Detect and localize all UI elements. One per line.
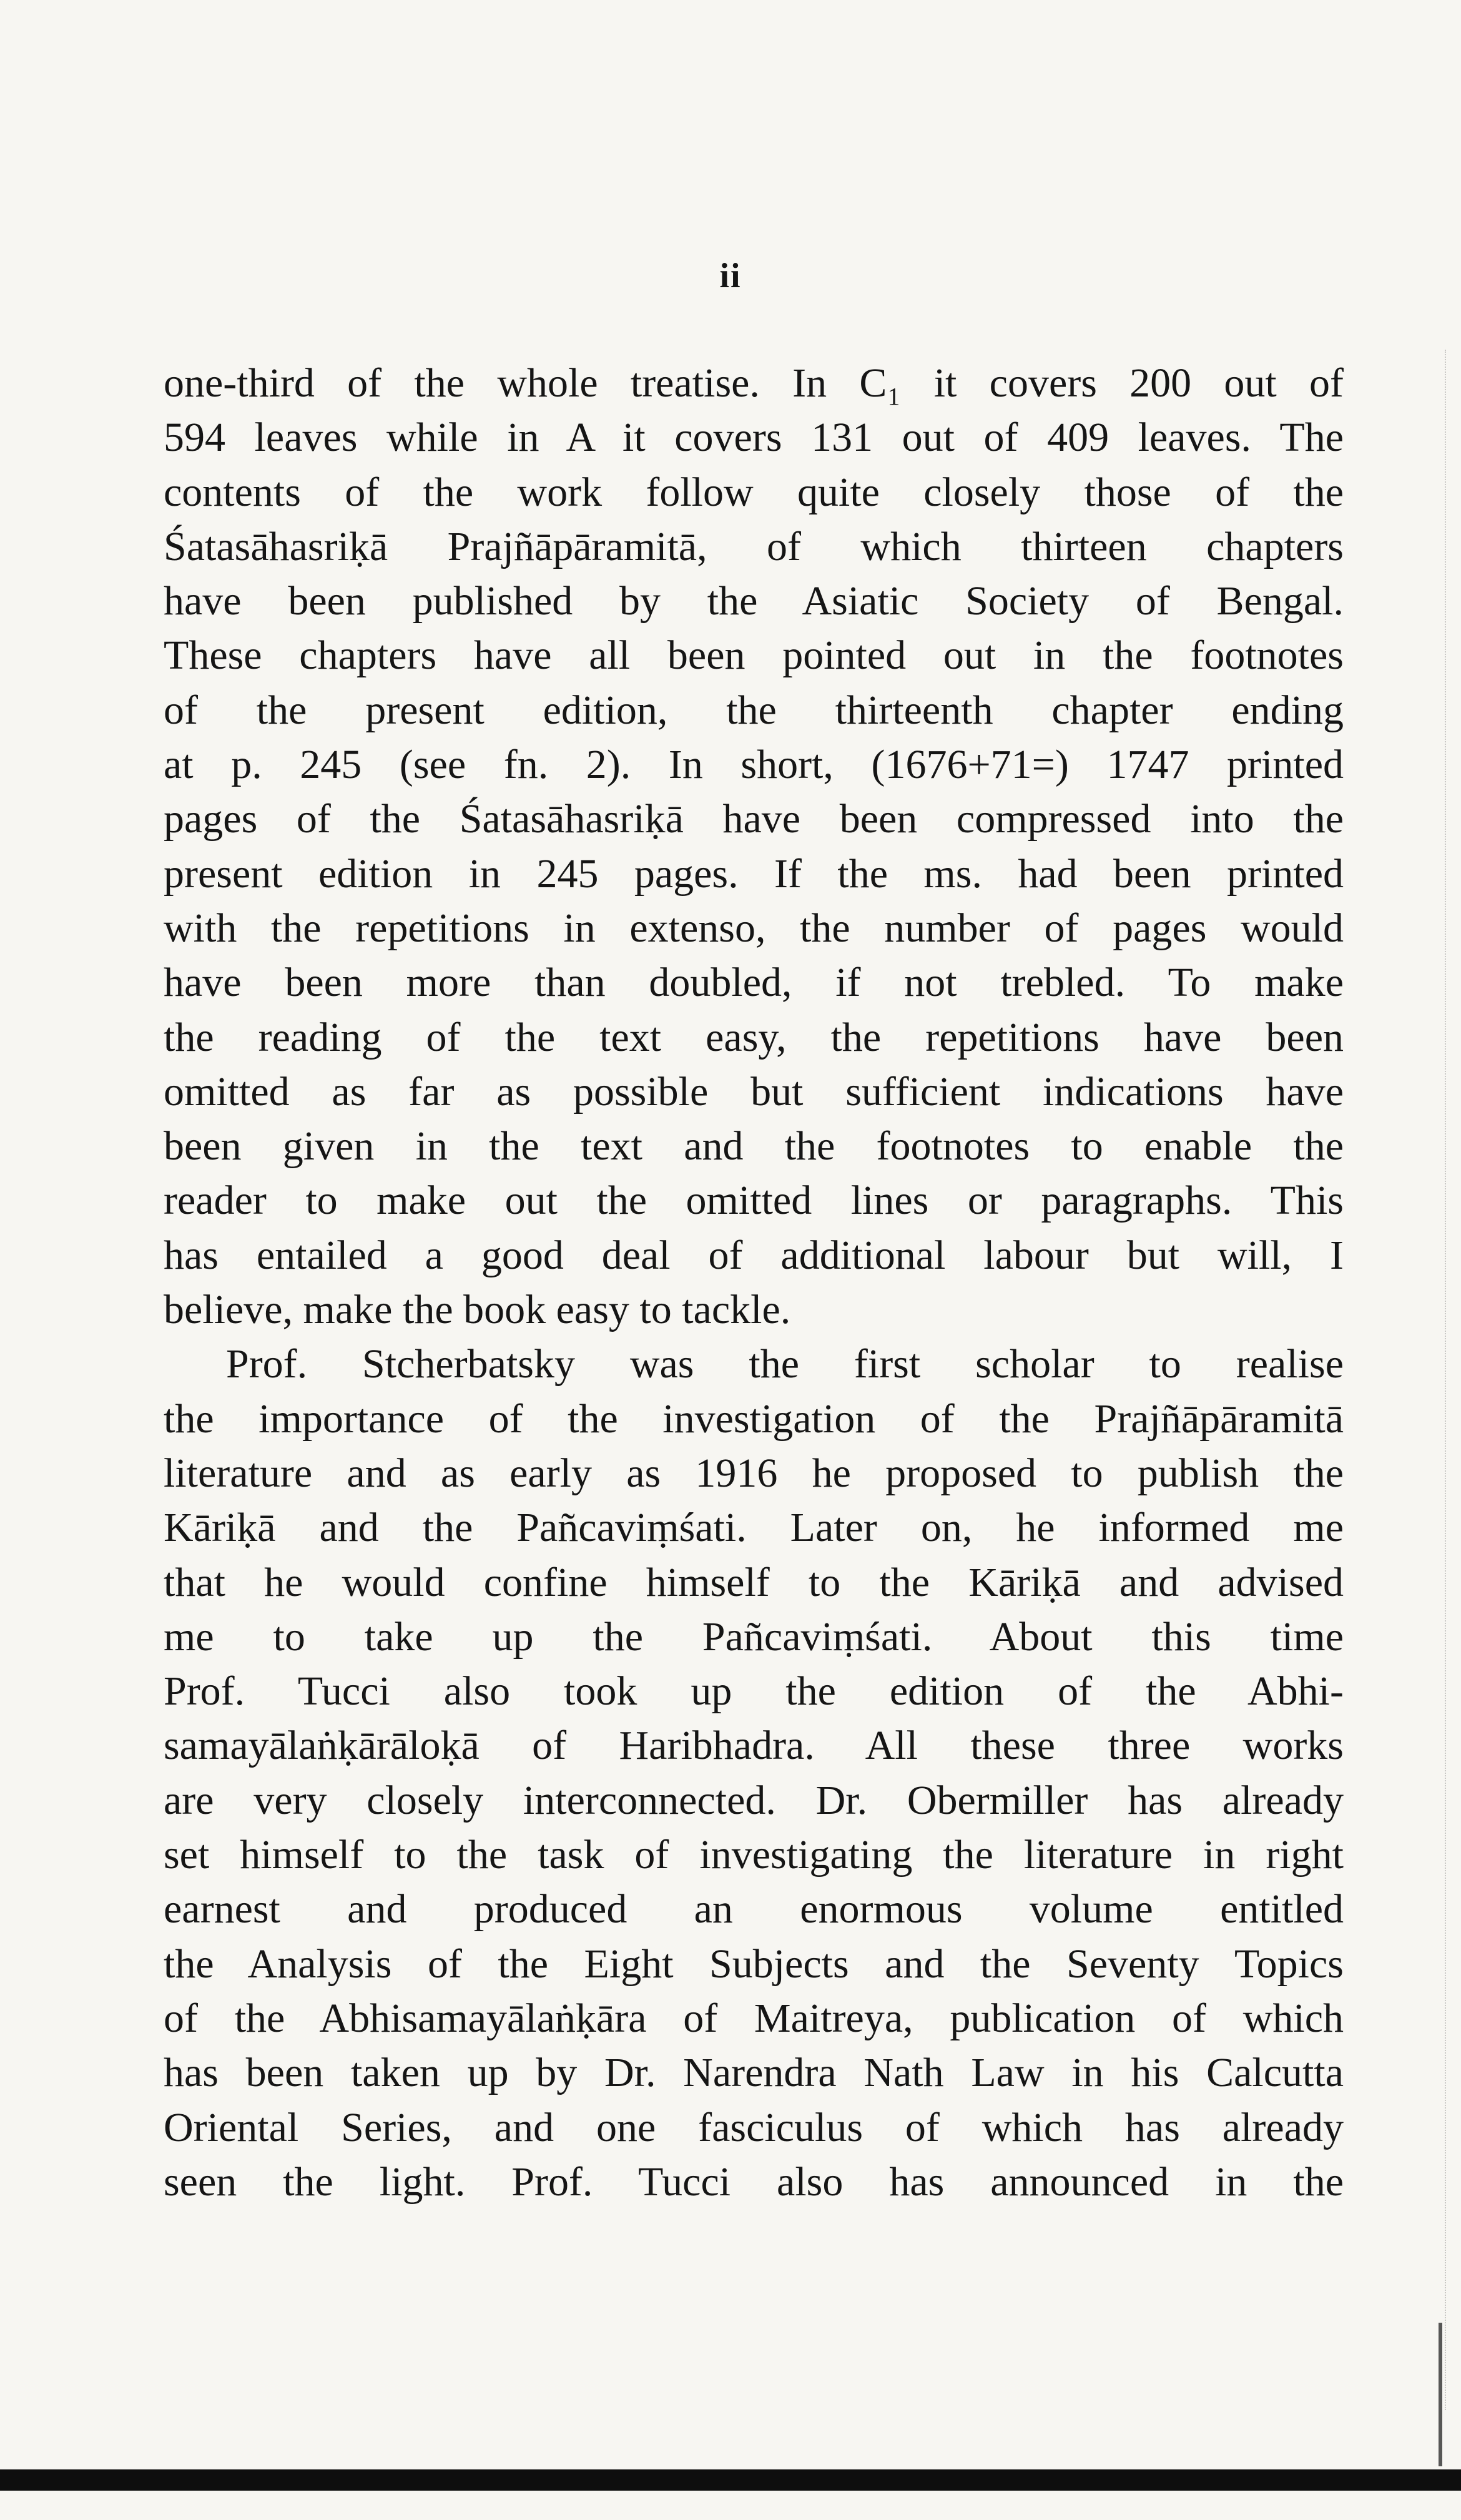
text-line: have been more than doubled, if not trebled. To make: [164, 960, 1344, 1006]
text-line: at p. 245 (see fn. 2). In short, (1676+71=) 1747 printed: [164, 742, 1344, 788]
text-line: set himself to the task of investigating the literature in right: [164, 1832, 1344, 1878]
text-line: of the Abhisamayālaṅḳāra of Maitreya, publication of which: [164, 1995, 1344, 2041]
text-line: Śatasāhasriḳā Prajñāpāramitā, of which thirteen chapters: [164, 523, 1344, 569]
text-line: are very closely interconnected. Dr. Obermiller has already: [164, 1777, 1344, 1823]
text-line: has entailed a good deal of additional labour but will, I: [164, 1232, 1344, 1278]
text-line: omitted as far as possible but sufficient indications have: [164, 1068, 1344, 1115]
text-line: Prof. Tucci also took up the edition of the Abhi-: [164, 1668, 1344, 1715]
text-line: one-third of the whole treatise. In C₁ it covers 200 out of: [164, 360, 1344, 406]
text-line: has been taken up by Dr. Narendra Nath Law in his Calcutta: [164, 2050, 1344, 2096]
text-line: the importance of the investigation of the Prajñāpāramitā: [164, 1395, 1344, 1442]
page-number: ii: [719, 257, 742, 295]
margin-specks: [1445, 350, 1450, 2410]
text-line: earnest and produced an enormous volume entitled: [164, 1886, 1344, 1932]
text-line: Prof. Stcherbatsky was the first scholar to realise: [226, 1341, 1344, 1387]
text-line: samayālaṅḳārāloḳā of Haribhadra. All these three works: [164, 1723, 1344, 1769]
text-line: the reading of the text easy, the repetitions have been: [164, 1014, 1344, 1060]
text-line: been given in the text and the footnotes to enable the: [164, 1123, 1344, 1169]
text-line: with the repetitions in extenso, the number of pages would: [164, 905, 1344, 951]
text-line: believe, make the book easy to tackle.: [164, 1287, 791, 1333]
text-line: me to take up the Pañcaviṃśati. About this time: [164, 1613, 1344, 1660]
text-line: These chapters have all been pointed out in the footnotes: [164, 632, 1344, 679]
text-line: reader to make out the omitted lines or paragraphs. This: [164, 1178, 1344, 1224]
page-edge-mark: [1395, 2323, 1442, 2466]
text-line: contents of the work follow quite closely those of the: [164, 469, 1344, 515]
text-line: seen the light. Prof. Tucci also has announced in the: [164, 2158, 1344, 2205]
bottom-scan-border: [0, 2469, 1461, 2491]
text-line: literature and as early as 1916 he proposed to publish the: [164, 1450, 1344, 1496]
text-line: pages of the Śatasāhasriḳā have been compressed into the: [164, 796, 1344, 842]
text-line: present edition in 245 pages. If the ms. had been printed: [164, 850, 1344, 897]
text-line: Oriental Series, and one fasciculus of which has already: [164, 2104, 1344, 2150]
text-line: the Analysis of the Eight Subjects and the Seventy Topics: [164, 1941, 1344, 1987]
body-text: [164, 356, 1344, 2209]
text-line: Kāriḳā and the Pañcaviṃśati. Later on, he informed me: [164, 1505, 1344, 1551]
text-line: 594 leaves while in A it covers 131 out of 409 leaves. The: [164, 415, 1344, 461]
text-line: of the present edition, the thirteenth chapter ending: [164, 687, 1344, 733]
text-line: that he would confine himself to the Kāriḳā and advised: [164, 1559, 1344, 1605]
text-line: have been published by the Asiatic Society of Bengal.: [164, 578, 1344, 624]
